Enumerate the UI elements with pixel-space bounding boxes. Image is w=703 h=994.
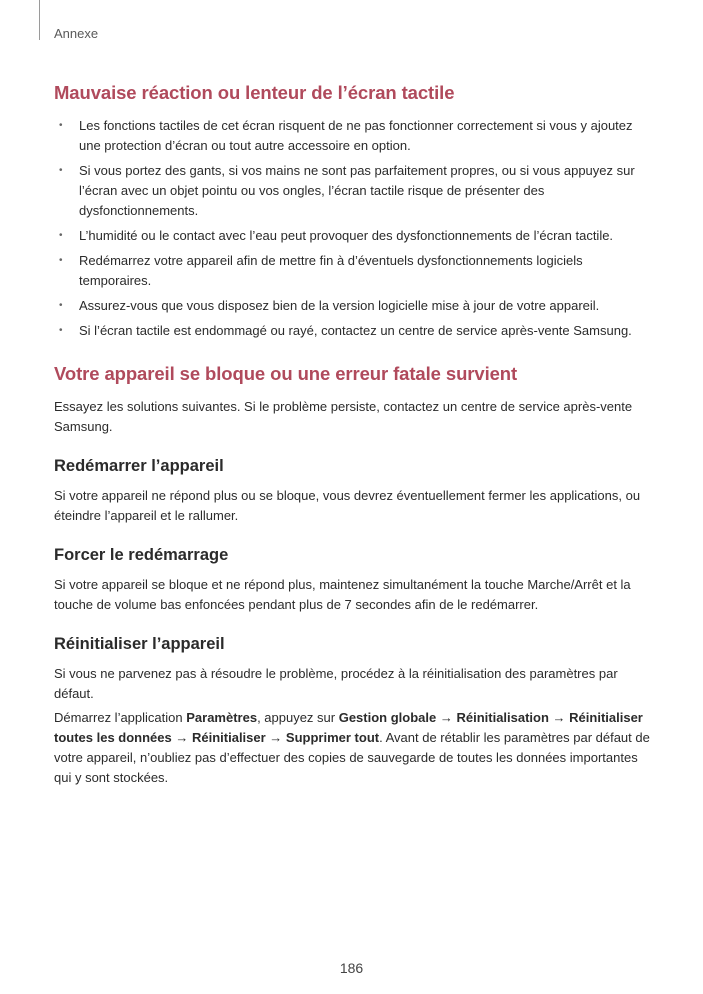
arrow-separator: →: [548, 710, 570, 725]
force-restart-body: Si votre appareil se bloque et ne répond plus, maintenez simultanément la touche Marche/Arrêt et la touche de volume bas enfoncées pendant plus de 7 secondes afin de le redémarrer.: [54, 577, 631, 612]
menu-path-item: Réinitialisation: [456, 710, 549, 725]
bullet-item: • L’humidité ou le contact avec l’eau peut provoquer des dysfonctionnements de l’écran tactile.: [54, 226, 654, 246]
text-run: Démarrez l’application: [54, 710, 187, 725]
section-intro: Essayez les solutions suivantes. Si le problème persiste, contactez un centre de service après-vente Samsung.: [54, 399, 633, 434]
menu-path-item: Gestion globale: [338, 710, 437, 725]
section-title-freeze: Votre appareil se bloque ou une erreur fatale survient: [54, 363, 518, 384]
reset-steps: [54, 708, 654, 788]
menu-path-item: Supprimer tout: [285, 730, 380, 745]
page-number: 186: [339, 960, 364, 976]
page-content: [54, 82, 654, 792]
bullet-item: • Si vous portez des gants, si vos mains ne sont pas parfaitement propres, ou si vous appuyez sur l’écran avec un objet pointu ou vos ongles, l’écran tactile risque de présenter des dysfonctionnements.: [54, 161, 654, 221]
bullet-item: • Si l’écran tactile est endommagé ou rayé, contactez un centre de service après-vente Samsung.: [54, 321, 654, 341]
subheading-reset: Réinitialiser l’appareil: [54, 635, 225, 653]
bullet-item: • Assurez-vous que vous disposez bien de la version logicielle mise à jour de votre appareil.: [54, 296, 654, 316]
bullet-item: • Redémarrez votre appareil afin de mettre fin à d’éventuels dysfonctionnements logiciels temporaires.: [54, 251, 654, 291]
reset-body: Si vous ne parvenez pas à résoudre le problème, procédez à la réinitialisation des paramètres par défaut.: [54, 666, 618, 701]
menu-path-item: Paramètres: [186, 710, 258, 725]
menu-path-item: Réinitialiser toutes les données: [54, 710, 643, 745]
bullet-item: • Les fonctions tactiles de cet écran risquent de ne pas fonctionner correctement si vous y ajoutez une protection d’écran ou tout autre accessoire en option.: [54, 116, 654, 156]
text-run: , appuyez sur: [257, 710, 339, 725]
bullet-list: [54, 116, 654, 341]
text-run: . Avant de rétablir les paramètres par défaut de votre appareil, n’oubliez pas d’effectuer des copies de sauvegarde de toutes les données importantes qui y sont stockées.: [54, 730, 650, 785]
running-head: Annexe: [54, 26, 99, 41]
subheading-force-restart: Forcer le redémarrage: [54, 546, 229, 564]
arrow-separator: →: [171, 730, 192, 745]
menu-path-item: Réinitialiser: [191, 730, 266, 745]
margin-rule: [39, 0, 40, 40]
arrow-separator: →: [265, 730, 286, 745]
restart-body: Si votre appareil ne répond plus ou se bloque, vous devrez éventuellement fermer les applications, ou éteindre l’appareil et le rallumer.: [54, 488, 641, 523]
arrow-separator: →: [436, 710, 457, 725]
section-title-touchscreen: Mauvaise réaction ou lenteur de l’écran tactile: [54, 82, 455, 103]
subheading-restart: Redémarrer l’appareil: [54, 457, 224, 475]
